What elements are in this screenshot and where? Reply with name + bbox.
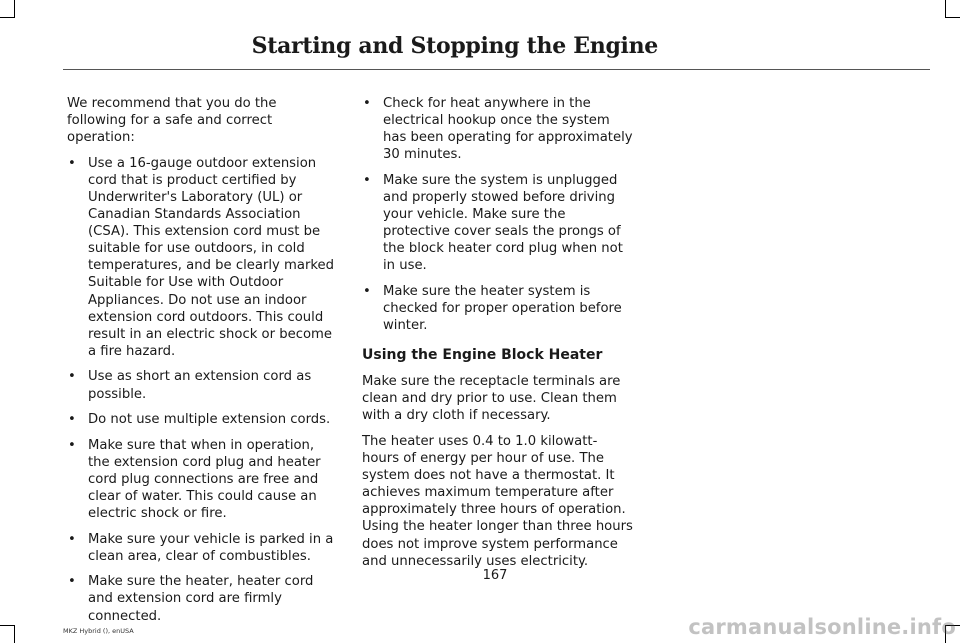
bullet-icon: • [68,531,76,547]
header-rule [63,69,930,70]
bullet-icon: • [68,155,76,171]
section-heading: Using the Engine Block Heater [362,347,603,364]
left-column [67,95,339,633]
list-item [67,411,339,428]
page-number: 167 [482,568,508,583]
crop-mark [0,17,15,18]
bullet-icon: • [363,96,371,111]
bullet-icon: • [363,283,371,299]
body-paragraph: The heater uses 0.4 to 1.0 kilowatt-hours of energy per hour of use. The system does not have a thermostat. It achieves maximum temperature after approximately three hours of operation. Using the heater longer than three hours does not improve system performance and unnecessarily uses electricity. [362,434,633,569]
page-title: Starting and Stopping the Engine [251,33,658,59]
bullet-icon: • [68,437,76,453]
bullet-icon: • [68,369,76,385]
list-item-text: Make sure the heater system is checked for proper operation before winter. [383,283,622,334]
crop-mark [945,0,946,17]
list-item [362,95,634,163]
bullet-icon: • [363,172,371,188]
list-item [362,283,634,334]
safety-bullet-list [67,155,339,625]
crop-mark [14,0,15,17]
list-item [362,172,634,275]
list-item-text: Check for heat anywhere in the electrical hookup once the system has been operating for approximately 30 minutes. [383,96,633,163]
list-item-text: Make sure the heater, heater cord and extension cord are firmly connected. [88,574,314,624]
crop-mark [945,17,960,18]
checks-bullet-list [362,95,634,334]
list-item-text: Make sure the system is unplugged and properly stowed before driving your vehicle. Make sure the protective cover seals the prongs of the block heater cord plug when not in use. [383,172,623,274]
list-item-text: Use a 16-gauge outdoor extension cord that is product certified by Underwriter's Laboratory (UL) or Canadian Standards Association (CSA). This extension cord must be suitable for use outdoors, in cold temperatures, and be clearly marked Suitable for Use with Outdoor Appliances. Do not use an indoor extension cord outdoors. This could result in an electric shock or become a fire hazard. [88,155,335,359]
list-item-text: Do not use multiple extension cords. [88,412,331,428]
right-column [362,95,634,578]
watermark: carmanualsonline.info [688,615,956,639]
intro-paragraph: We recommend that you do the following for a safe and correct operation: [67,96,277,146]
bullet-icon: • [68,412,76,428]
body-paragraph: Make sure the receptacle terminals are clean and dry prior to use. Clean them with a dry cloth if necessary. [362,374,621,424]
crop-mark [14,625,15,643]
bullet-icon: • [68,574,76,590]
list-item-text: Make sure your vehicle is parked in a clean area, clear of combustibles. [88,531,334,564]
crop-mark [0,625,15,626]
list-item [67,155,339,360]
list-item [67,437,339,522]
list-item [67,368,339,402]
list-item-text: Use as short an extension cord as possible. [88,369,312,402]
list-item-text: Make sure that when in operation, the extension cord plug and heater cord plug connections are free and clear of water. This could cause an electric shock or fire. [88,437,321,522]
document-id: MKZ Hybrid (), enUSA [63,627,134,635]
list-item [67,531,339,565]
